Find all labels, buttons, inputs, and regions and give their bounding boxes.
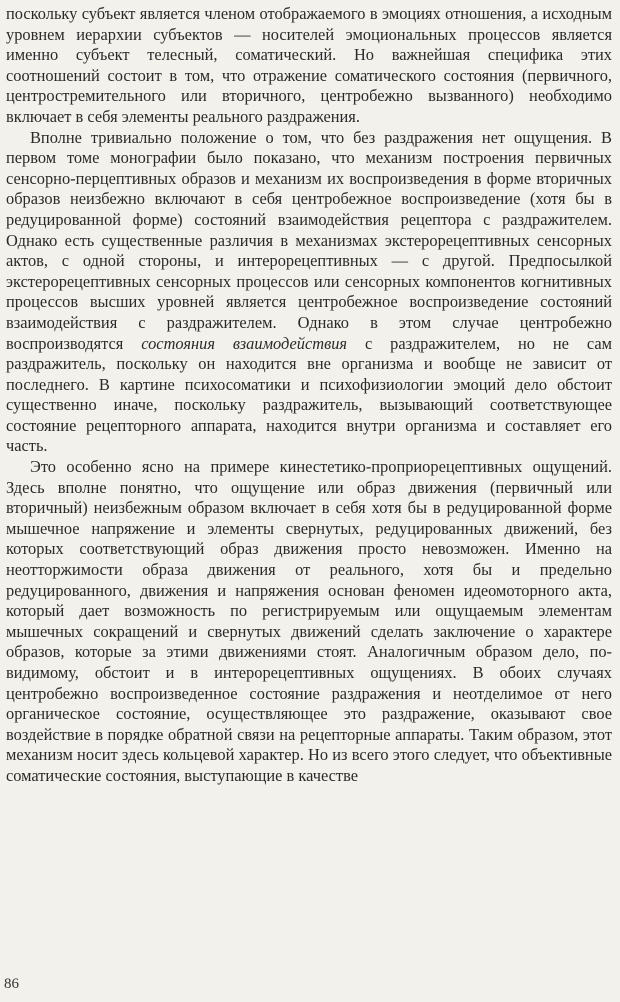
page-number: 86 — [4, 976, 19, 992]
paragraph-3: Это особенно ясно на примере кинестетико-проприорецептивных ощущений. Здесь вполне понятно, что ощущение или образ движения (первичный или вторичный) неизбежным образом включает в себя хотя бы в редуцированной форме мышечное напряжение и элементы свернутых, редуцированных движений, без которых соответствующий образ движения просто невозможен. Именно на неотторжимости образа движения от реального, хотя бы и предельно редуцированного, движения и напряжения основан феномен идеомоторного акта, который дает возможность по регистрируемым или ощущаемым элементам мышечных сокращений и свернутых движений сделать заключение о характере образов, которые за этими движениями стоят. Аналогичным образом дело, по-видимому, обстоит и в интерорецептивных ощущениях. В обоих случаях центробежно воспроизведенное состояние раздражения и неотделимое от него органическое состояние, осуществляющее это раздражение, оказывают свое воздействие в порядке обратной связи на рецепторные аппараты. Таким образом, этот механизм носит здесь кольцевой характер. Но из всего этого следует, что объективные соматические состояния, выступающие в качестве — [6, 457, 612, 785]
paragraph-2-text-end: с раздражителем, но не сам раздражитель, поскольку он находится вне организма и вообще не зависит от последнего. В картине психосоматики и психофизиологии эмоций дело обстоит существенно иначе, поскольку раздражитель, вызывающий соответствующее состояние рецепторного аппарата, находится внутри организма и составляет его часть. — [6, 333, 612, 456]
body-text — [6, 4, 612, 787]
paragraph-1: поскольку субъект является членом отображаемого в эмоциях отношения, а исходным уровнем иерархии субъектов — носителей эмоциональных процессов является именно субъект телесный, соматический. Но важнейшая специфика этих соотношений состоит в том, что отражение соматического состояния (первичного, центростремительного или вторичного, центробежно вызванного) необходимо включает в себя элементы реального раздражения. — [6, 4, 612, 126]
paragraph-2-text-start: Вполне тривиально положение о том, что без раздражения нет ощущения. В первом томе монографии было показано, что механизм построения первичных сенсорно-перцептивных образов и механизм их воспроизведения в форме вторичных образов неизбежно включают в себя центробежное воспроизведение (хотя бы в редуцированной форме) состояний взаимодействия рецептора с раздражителем. Однако есть существенные различия в механизмах экстерорецептивных сенсорных актов, с одной стороны, и интерорецептивных — с другой. Предпосылкой экстерорецептивных сенсорных процессов или сенсорных компонентов когнитивных процессов высших уровней является центробежное воспроизведение состояний взаимодействия с раздражителем. Однако в этом случае центробежно воспроизводятся — [6, 127, 612, 353]
italic-emphasis: состояния взаимодействия — [141, 333, 348, 353]
paragraph-2 — [6, 128, 612, 458]
